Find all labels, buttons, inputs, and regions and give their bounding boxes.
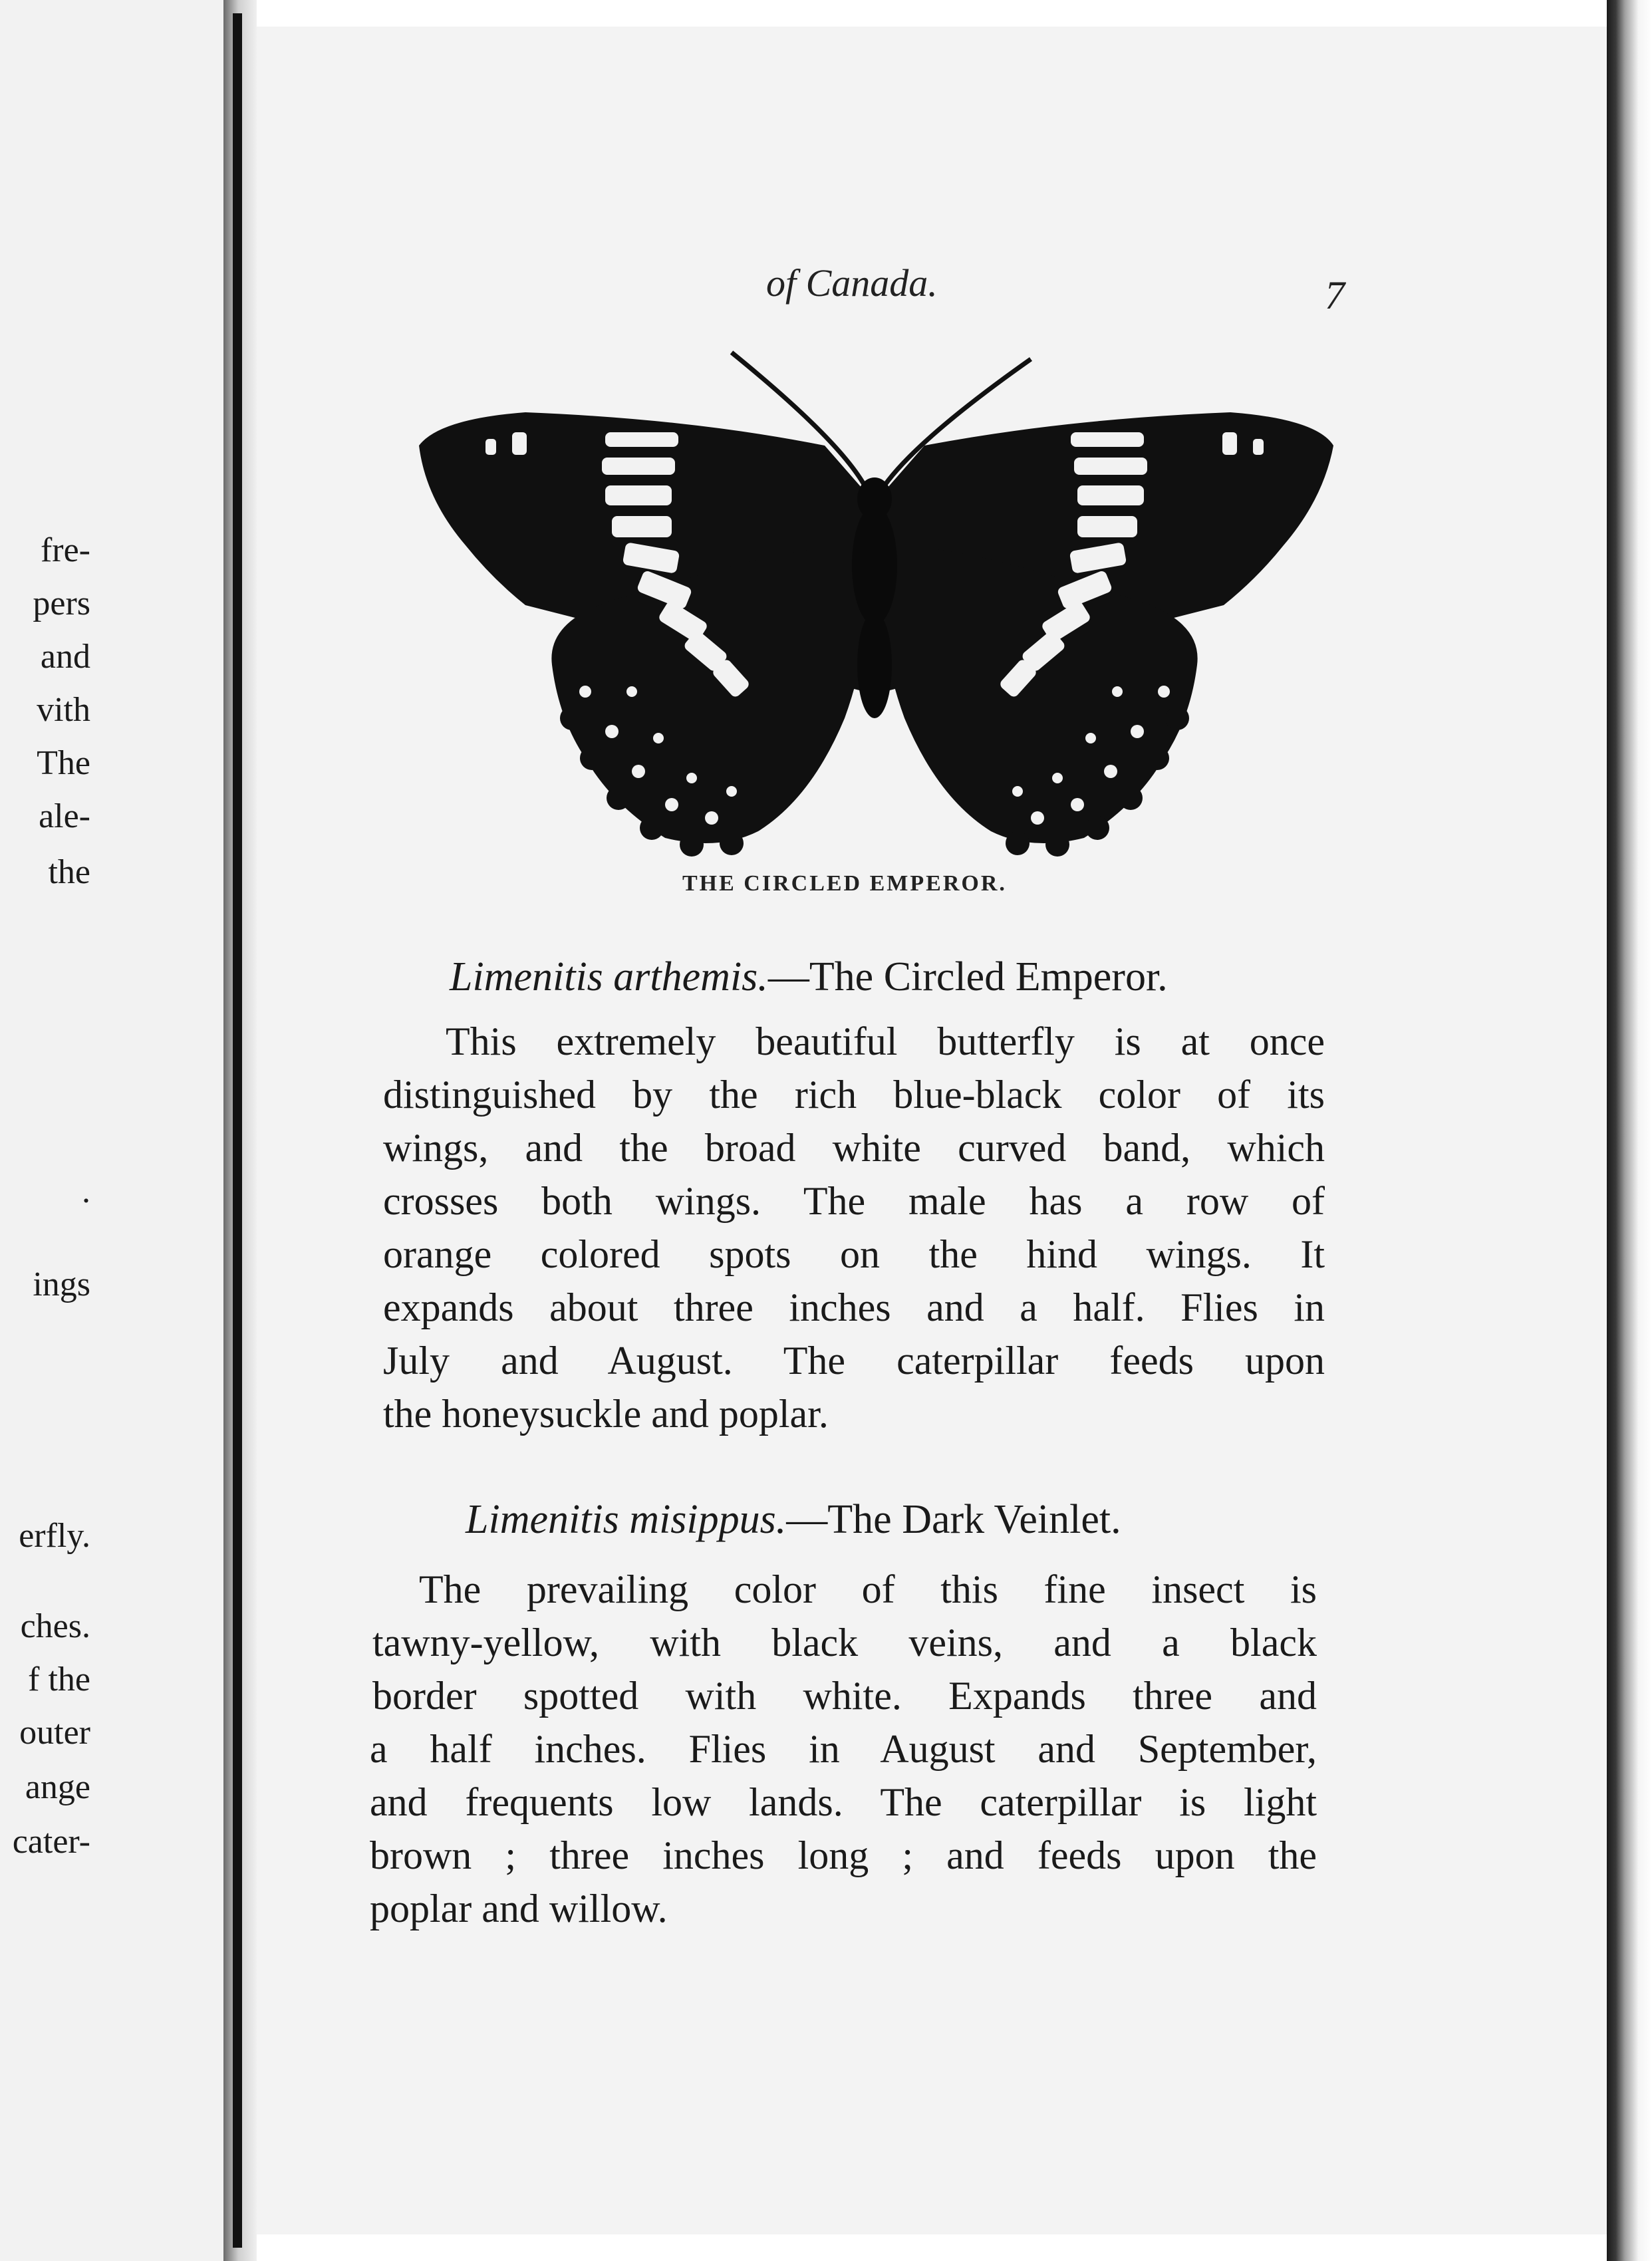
paragraph-line: brown ; three inches long ; and feeds upon the: [370, 1833, 1317, 1877]
left-page-fragment: pers: [33, 585, 90, 622]
left-page-fragment: ches.: [20, 1607, 90, 1645]
paragraph-line: distinguished by the rich blue-black color of its: [383, 1073, 1325, 1117]
page-number: 7: [1325, 273, 1345, 317]
butterfly-illustration: [412, 346, 1337, 858]
left-page-fragment: The: [37, 744, 90, 782]
left-page-fragment: cater-: [12, 1823, 90, 1861]
paragraph-line: tawny-yellow, with black veins, and a black: [372, 1621, 1317, 1664]
left-page-fragment: fre-: [40, 531, 90, 569]
paragraph-line: orange colored spots on the hind wings. It: [383, 1232, 1325, 1276]
paragraph-line: and frequents low lands. The caterpillar is light: [370, 1780, 1317, 1824]
left-page-fragment: and: [40, 638, 90, 676]
species-heading: [450, 954, 1168, 1001]
left-page-fragment: f the: [28, 1661, 90, 1698]
paragraph-line: expands about three inches and a half. Flies in: [383, 1285, 1325, 1329]
species-heading: [466, 1496, 1121, 1543]
paragraph-line: July and August. The caterpillar feeds upon: [383, 1339, 1325, 1383]
latin-name: Limenitis misippus.: [466, 1497, 787, 1542]
left-page-fragment: .: [82, 1172, 90, 1210]
left-page-fragment: vith: [37, 691, 90, 729]
left-page-fragment: outer: [19, 1714, 90, 1752]
paragraph-line: The prevailing color of this fine insect is: [419, 1567, 1317, 1611]
running-title: of Canada.: [766, 261, 938, 305]
left-page-fragment: ale-: [39, 797, 90, 835]
left-page-fragment: ings: [33, 1265, 90, 1303]
common-name: —The Dark Veinlet.: [786, 1497, 1121, 1542]
page-edge-shadow: [1607, 0, 1652, 2261]
paragraph-line: a half inches. Flies in August and September,: [370, 1727, 1317, 1771]
left-page-fragment: ange: [25, 1768, 90, 1806]
left-page-fragment: the: [48, 853, 90, 891]
left-page-fragment: erfly.: [19, 1517, 90, 1555]
paragraph-line: crosses both wings. The male has a row of: [383, 1179, 1325, 1223]
paragraph-line: wings, and the broad white curved band, which: [383, 1126, 1325, 1170]
paragraph-line: This extremely beautiful butterfly is at once: [446, 1019, 1325, 1063]
figure-caption: THE CIRCLED EMPEROR.: [682, 871, 1007, 896]
latin-name: Limenitis arthemis.: [450, 954, 768, 999]
left-page-edge: [0, 0, 231, 2261]
book-spine-edge: [233, 13, 242, 2248]
paragraph-line: border spotted with white. Expands three and: [372, 1674, 1317, 1718]
paragraph-line: poplar and willow.: [370, 1887, 668, 1930]
paragraph-line: the honeysuckle and poplar.: [383, 1392, 829, 1436]
common-name: —The Circled Emperor.: [767, 954, 1168, 999]
